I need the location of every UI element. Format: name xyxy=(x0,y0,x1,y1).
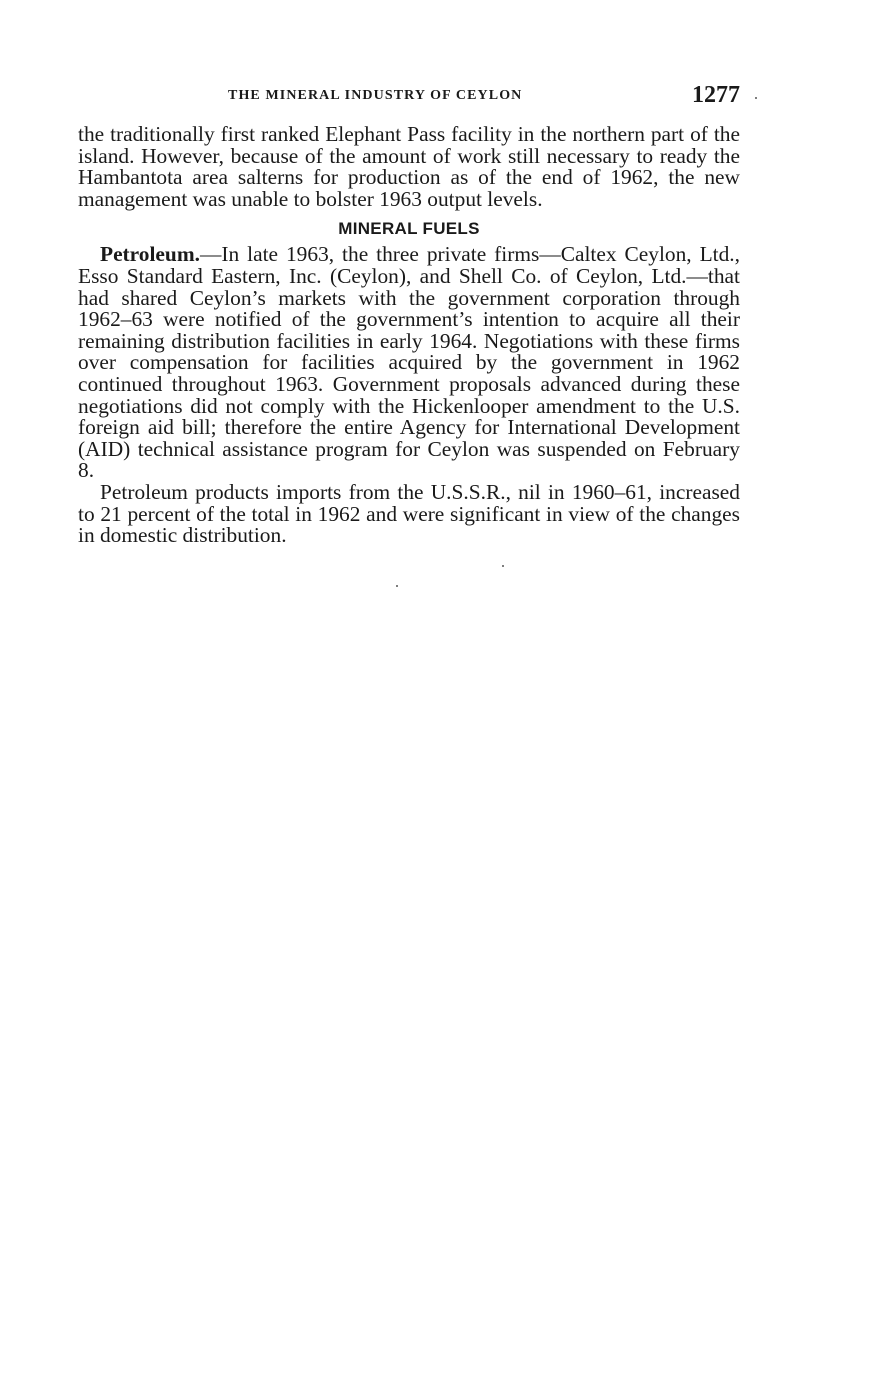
scan-speck xyxy=(502,565,504,567)
running-header xyxy=(78,82,740,112)
section-heading-mineral-fuels: MINERAL FUELS xyxy=(338,219,480,239)
petroleum-paragraph-text: —In late 1963, the three private firms—Caltex Ceylon, Ltd., Esso Standard Eastern, Inc. (Ceylon), and Shell Co. of Ceylon, Ltd.—that had shared Ceylon’s markets with the government corporation through 1962–63 were notified of the government’s intention to acquire all their remaining distribution facilities in early 1964. Negotiations with these firms over compensation for facilities acquired by the government in 1962 continued throughout 1963. Government proposals advanced during these negotiations did not comply with the Hickenlooper amendment to the U.S. foreign aid bill; therefore the entire Agency for International Development (AID) technical assistance program for Ceylon was suspended on February 8. xyxy=(78,242,740,483)
scan-speck xyxy=(755,97,757,99)
scan-speck xyxy=(396,585,398,587)
running-title: THE MINERAL INDUSTRY OF CEYLON xyxy=(228,88,523,103)
paragraph-petroleum-imports: Petroleum products imports from the U.S.S.R., nil in 1960–61, increased to 21 percent of the total in 1962 and were significant in view of the changes in domestic distribution. xyxy=(78,479,740,548)
petroleum-run-in-heading: Petroleum. xyxy=(100,242,200,267)
page-number: 1277 xyxy=(692,82,740,108)
body-text xyxy=(78,124,740,547)
paragraph-saltern-continuation: the traditionally first ranked Elephant Pass facility in the northern part of the island. However, because of the amount of work still necessary to ready the Hambantota area salterns for production as of the end of 1962, the new management was unable to bolster 1963 output levels. xyxy=(78,122,740,211)
paragraph-petroleum xyxy=(78,244,740,482)
